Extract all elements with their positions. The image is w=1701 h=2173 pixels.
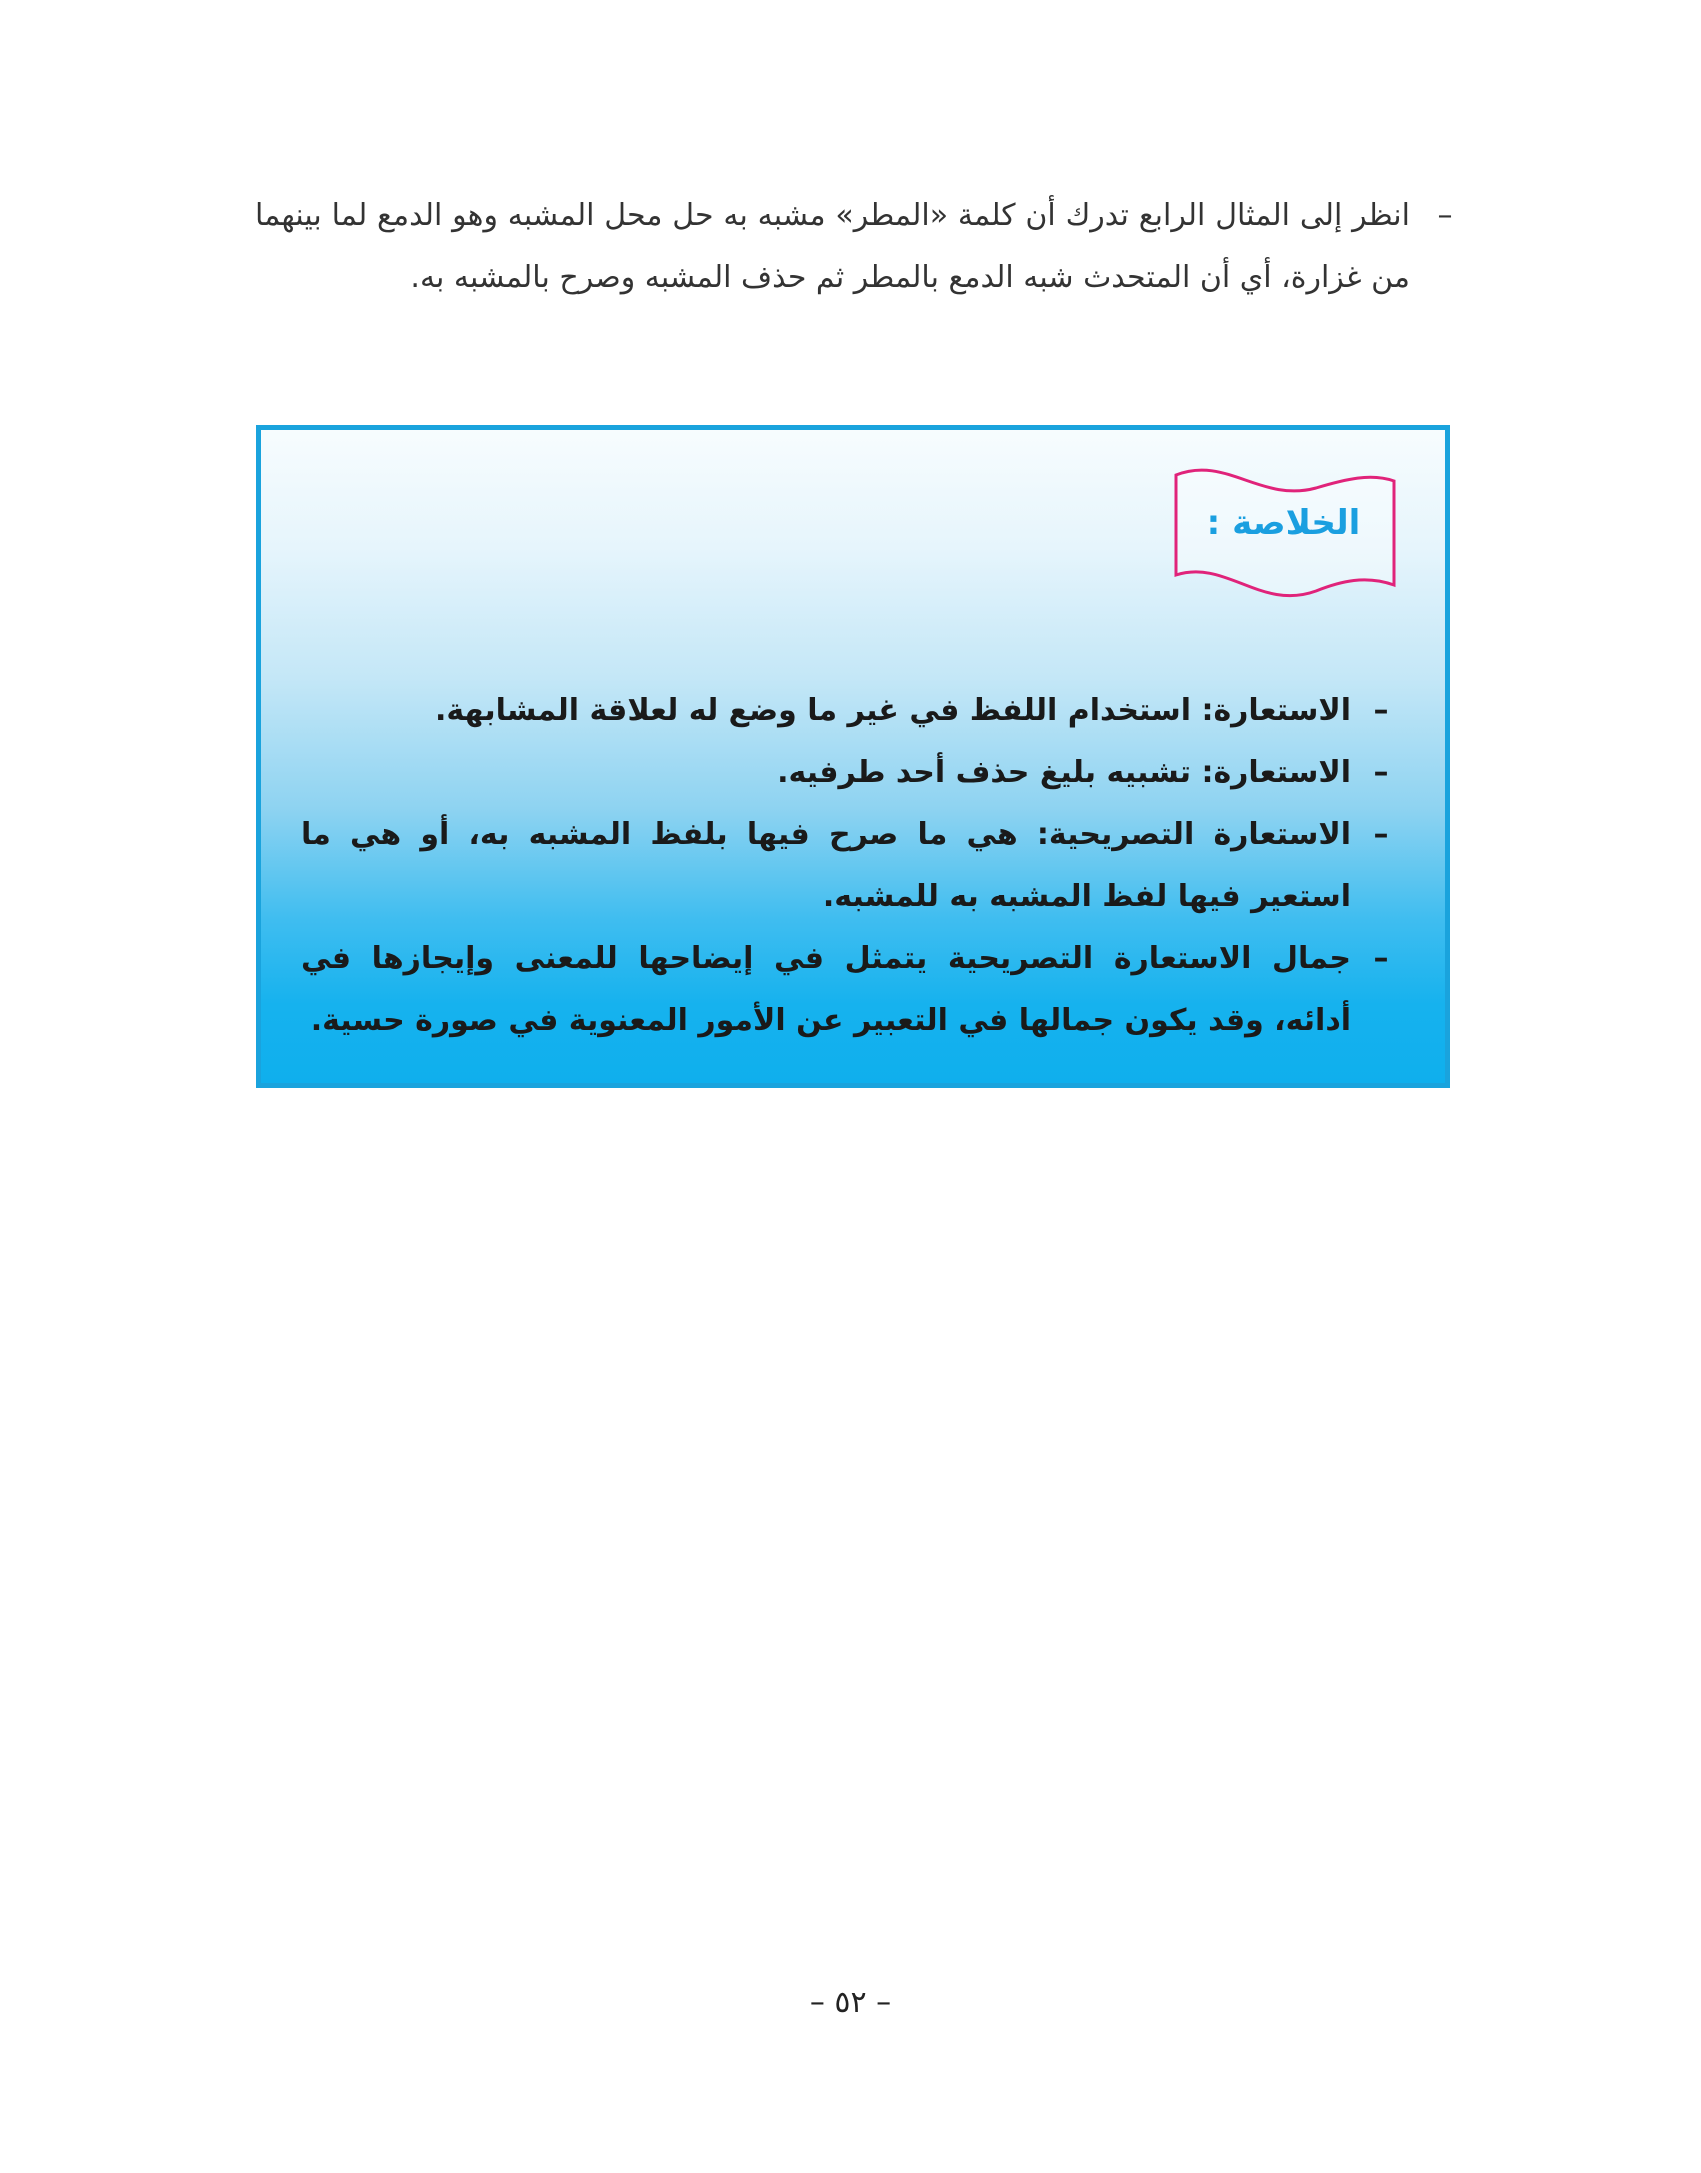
point-dash: – bbox=[1373, 755, 1389, 790]
point-dash: – bbox=[1373, 941, 1389, 976]
summary-point bbox=[301, 804, 1389, 928]
point-dash: – bbox=[1373, 693, 1389, 728]
summary-points-list bbox=[301, 680, 1389, 1052]
point-text: الاستعارة: تشبيه بليغ حذف أحد طرفيه. bbox=[777, 755, 1351, 790]
intro-paragraph bbox=[255, 185, 1453, 309]
point-text: الاستعارة: استخدام اللفظ في غير ما وضع له لعلاقة المشابهة. bbox=[434, 693, 1351, 728]
summary-point bbox=[301, 680, 1389, 742]
page-number: – ٥٢ – bbox=[809, 1985, 892, 2020]
point-dash: – bbox=[1373, 817, 1389, 852]
summary-box bbox=[256, 425, 1450, 1088]
intro-text: انظر إلى المثال الرابع تدرك أن كلمة «المطر» مشبه به حل محل المشبه وهو الدمع لما بينهما من غزارة، أي أن المتحدث شبه الدمع بالمطر ثم حذف المشبه وصرح بالمشبه به. bbox=[255, 198, 1410, 295]
point-text: الاستعارة التصريحية: هي ما صرح فيها بلفظ المشبه به، أو هي ما استعير فيها لفظ المشبه به للمشبه. bbox=[301, 817, 1351, 914]
point-text: جمال الاستعارة التصريحية يتمثل في إيضاحها للمعنى وإيجازها في أدائه، وقد يكون جمالها في التعبير عن الأمور المعنوية في صورة حسية. bbox=[301, 941, 1351, 1038]
summary-title: الخلاصة : bbox=[1206, 503, 1361, 543]
intro-bullet: – bbox=[1437, 198, 1453, 233]
summary-point bbox=[301, 928, 1389, 1052]
summary-banner bbox=[1166, 463, 1401, 599]
summary-point bbox=[301, 742, 1389, 804]
